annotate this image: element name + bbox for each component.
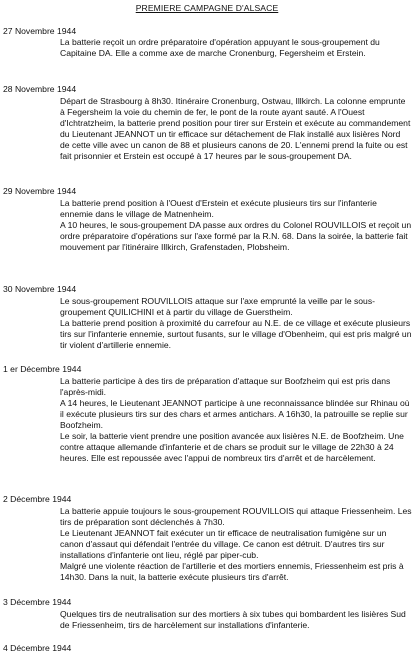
- paragraph: Départ de Strasbourg à 8h30. Itinéraire Cronenburg, Ostwau, Illkirch. La colonne emprunte à Fegersheim la voie du chemin de fer, le pont de la route ayant sauté. A l'Ouest d'Ichtratzheim, la batterie prend position pour tirer sur Erstein et exécute au commandement du Lieutenant JEANNOT un tir efficace sur détachement de Flak installé aux lisières Nord de cette ville avec un canon de 88 et plusieurs canons de 20. L'ennemi prend la fuite ou est fait prisonnier et Erstein est occupé à 17 heures par le sous-groupement DA.: [60, 96, 411, 161]
- entry-date: 30 Novembre 1944: [3, 284, 77, 294]
- paragraph: Le Lieutenant JEANNOT fait exécuter un tir efficace de neutralisation fumigène sur un canon d'assaut qui défendait l'entrée du village. Ce canon est détruit. D'autres tirs sur installations d'infanterie ont lieu, réglé par piper-cub.: [60, 528, 387, 560]
- entry-text: [60, 609, 412, 631]
- paragraph: A 10 heures, le sous-groupement DA passe aux ordres du Colonel ROUVILLOIS et reçoit un ordre préparatoire d'opérations sur l'axe formé par la R.N. 68. Dans la soirée, la batterie fait mouvement par l'itinéraire Illkirch, Grafenstaden, Plobsheim.: [60, 220, 412, 252]
- entry-text: [60, 376, 412, 464]
- entry-date: 28 Novembre 1944: [3, 84, 77, 94]
- entry-date: 2 Décembre 1944: [3, 494, 72, 504]
- paragraph: La batterie appuie toujours le sous-groupement ROUVILLOIS qui attaque Friessenheim. Les tirs de préparation sont déclenchés à 7h30.: [60, 506, 412, 527]
- entry-date: 3 Décembre 1944: [3, 597, 72, 607]
- paragraph: La batterie reçoit un ordre préparatoire d'opération appuyant le sous-groupement du Capitaine DA. Elle a comme axe de marche Cronenburg, Fegersheim et Erstein.: [60, 37, 380, 58]
- entry-date: 1 er Décembre 1944: [3, 364, 82, 374]
- entry-date: 27 Novembre 1944: [3, 26, 77, 36]
- paragraph: A 14 heures, le Lieutenant JEANNOT participe à une reconnaissance blindée sur Rhinau où il exécute plusieurs tirs sur des chars et armes antichars. A 16h30, la patrouille se replie sur Boofzheim.: [60, 398, 410, 430]
- paragraph: La batterie prend position à proximité du carrefour au N.E. de ce village et exécute plusieurs tirs sur l'infanterie ennemie, surtout fusants, sur le village d'Obenheim, qui est pris malgré un tir violent d'artillerie ennemie.: [60, 318, 412, 350]
- entry-date: 29 Novembre 1944: [3, 186, 77, 196]
- entry-text: [60, 296, 412, 351]
- entry-text: [60, 198, 412, 253]
- paragraph: La batterie participe à des tirs de préparation d'attaque sur Boofzheim qui est pris dans l'après-midi.: [60, 376, 391, 397]
- entry-date: 4 Décembre 1944: [3, 643, 72, 653]
- paragraph: Le sous-groupement ROUVILLOIS attaque sur l'axe emprunté la veille par le sous-groupement QUILICHINI et à partir du village de Guerstheim.: [60, 296, 375, 317]
- paragraph: Quelques tirs de neutralisation sur des mortiers à six tubes qui bombardent les lisières Sud de Friessenheim, tirs de harcèlement sur installations d'infanterie.: [60, 609, 406, 630]
- entry-text: [60, 506, 412, 583]
- paragraph: Le soir, la batterie vient prendre une position avancée aux lisières N.E. de Boofzheim. Une contre attaque allemande d'infanterie et de chars se produit sur le village de 22h30 à 24 heures. Elle est repoussée avec l'appui de nombreux tirs d'arrêt et de harcèlement.: [60, 431, 404, 463]
- page-title: PREMIERE CAMPAGNE D'ALSACE: [135, 3, 279, 13]
- entry-text: [60, 37, 412, 59]
- entry-text: [60, 96, 412, 162]
- paragraph: Malgré une violente réaction de l'artillerie et des mortiers ennemis, Friessenheim est pris à 14h30. Dans la nuit, la batterie exécute plusieurs tirs d'arrêt.: [60, 561, 404, 582]
- paragraph: La batterie prend position à l'Ouest d'Erstein et exécute plusieurs tirs sur l'infanterie ennemie dans le village de Matnenheim.: [60, 198, 377, 219]
